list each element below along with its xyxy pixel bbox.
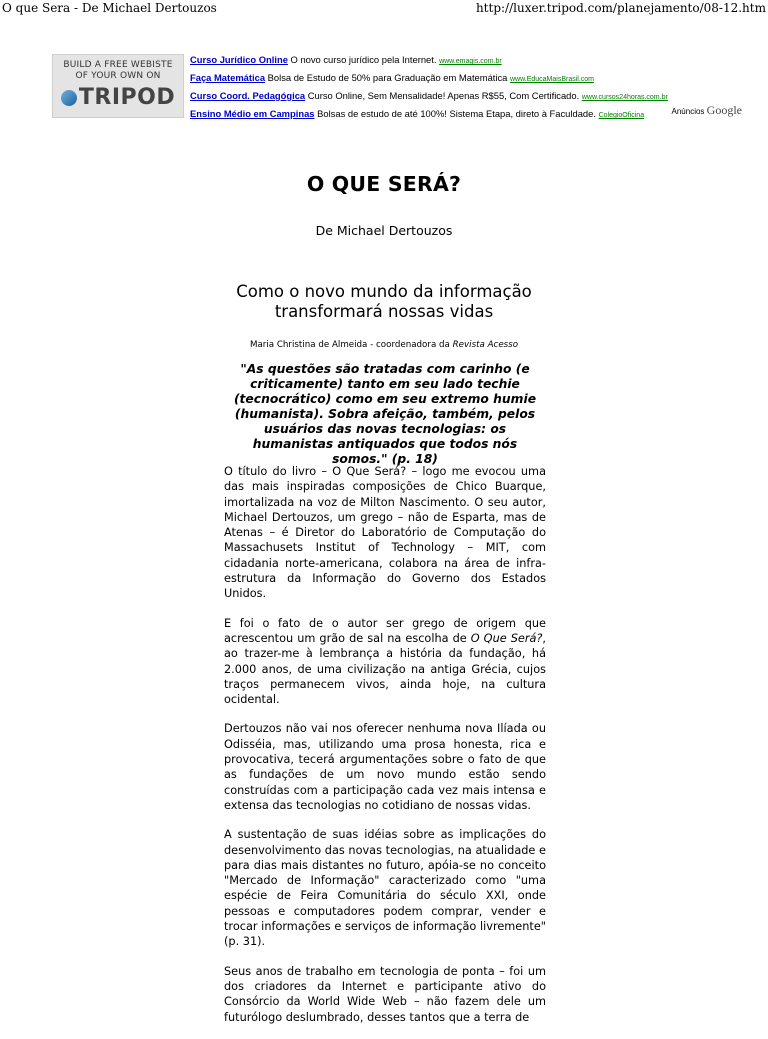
ad-title-link[interactable]: Curso Jurídico Online (190, 54, 288, 65)
tripod-banner[interactable] (52, 54, 184, 118)
paragraph: O título do livro – O Que Será? – logo me evocou uma das mais inspiradas composições de Chico Buarque, imortalizada na voz de Milton Nascimento. O seu autor, Michael Dertouzos, um grego – não de Esparta, mas de Atenas – é Diretor do Laboratório de Computação do Massachusets Institut of Technology – MIT, com cidadania norte-americana, colabora na área de infra-estrutura da Informação do Governo dos Estados Unidos. (224, 465, 546, 601)
byline-author: Maria Christina de Almeida - coordenadora da (249, 340, 453, 350)
ad-url-link[interactable]: ColegioOficina (598, 112, 645, 119)
print-header (0, 0, 768, 18)
ad-bar (52, 52, 742, 120)
book-author: De Michael Dertouzos (315, 223, 453, 238)
banner-line-1: BUILD A FREE WEBISTE (63, 60, 173, 70)
tripod-logo-icon (61, 90, 77, 106)
paragraph (224, 616, 546, 708)
ads-by-google[interactable] (672, 102, 742, 120)
page-title: O QUE SERÁ? (306, 172, 462, 196)
print-page-title: O que Sera - De Michael Dertouzos (2, 1, 217, 15)
paragraph-text: E foi o fato de o autor ser grego de origem que acrescentou um grão de sal na escolha de (224, 616, 546, 645)
paragraph: Dertouzos não vai nos oferecer nenhuma nova Ilíada ou Odisséia, mas, utilizando uma prosa honesta, rica e provocativa, tecerá argumentações sobre o fato de que as fundações de um novo mundo estão sendo construídas com a participação cada vez mais intensa e extensa das tecnologias no cotidiano de nossas vidas. (224, 722, 546, 812)
ads-label: Anúncios (671, 107, 705, 116)
ad-title-link[interactable]: Faça Matemática (190, 72, 266, 83)
ad-item (190, 88, 730, 106)
paragraph: A sustentação de suas idéias sobre as implicações do desenvolvimento das novas tecnologias, na atualidade e para dias mais distantes no futuro, apóia-se no conceito "Mercado de Informação" caracterizado como "uma espécie de Feira Comunitária do século XXI, onde pessoas e computadores podem comprar, vender e trocar informações e serviços de informação livremente" (p. 31). (224, 828, 546, 949)
ad-title-link[interactable]: Curso Coord. Pedagógica (190, 90, 306, 101)
ad-title-link[interactable]: Ensino Médio em Campinas (190, 108, 315, 119)
tripod-logo (53, 85, 183, 110)
banner-line-2: OF YOUR OWN ON (75, 71, 161, 81)
paragraph-text: , ao trazer-me à lembrança a história da fundação, há 2.000 anos, de uma civilização na antiga Grécia, cujos traços permanecem vivos, ainda hoje, na cultura ocidental. (224, 631, 546, 707)
pull-quote: "As questões são tratadas com carinho (e criticamente) tanto em seu lado techie (tecnocrático) como em seu extremo humie (humanista). Sobra afeição, também, pelos usuários das novas tecnologias: os humanistas antiquados que todos nós somos." (p. 18) (233, 362, 537, 466)
ad-text: O novo curso jurídico pela Internet. (287, 54, 440, 65)
ad-text: Curso Online, Sem Mensalidade! Apenas R$55, Com Certificado. (305, 90, 582, 101)
print-page-url: http://luxer.tripod.com/planejamento/08-12.htm (475, 1, 766, 15)
ad-item (190, 52, 730, 70)
ad-text: Bolsa de Estudo de 50% para Graduação em Matemática (265, 72, 510, 83)
byline (200, 340, 568, 350)
ad-url-link[interactable]: www.EducaMaisBrasil.com (509, 76, 595, 83)
book-title-emphasis: O Que Será? (470, 631, 543, 645)
ad-url-link[interactable]: www.emagis.com.br (439, 58, 502, 65)
google-brand: Google (706, 103, 742, 117)
ad-url-link[interactable]: www.cursos24horas.com.br (581, 94, 668, 101)
article-body (224, 464, 546, 1039)
text-ads (190, 52, 742, 124)
ad-item (190, 106, 730, 124)
tripod-logo-text: TRIPOD (78, 85, 176, 110)
ad-text: Bolsas de estudo de até 100%! Sistema Etapa, direto à Faculdade. (314, 108, 599, 119)
ad-item (190, 70, 730, 88)
paragraph: Seus anos de trabalho em tecnologia de ponta – foi um dos criadores da Internet e participante ativo do Consórcio da World Wide Web – não fazem dele um futurólogo deslumbrado, desses tantos que a terra de (224, 964, 546, 1024)
article-title: Como o novo mundo da informação transformará nossas vidas (236, 282, 532, 321)
byline-magazine: Revista Acesso (452, 340, 519, 350)
